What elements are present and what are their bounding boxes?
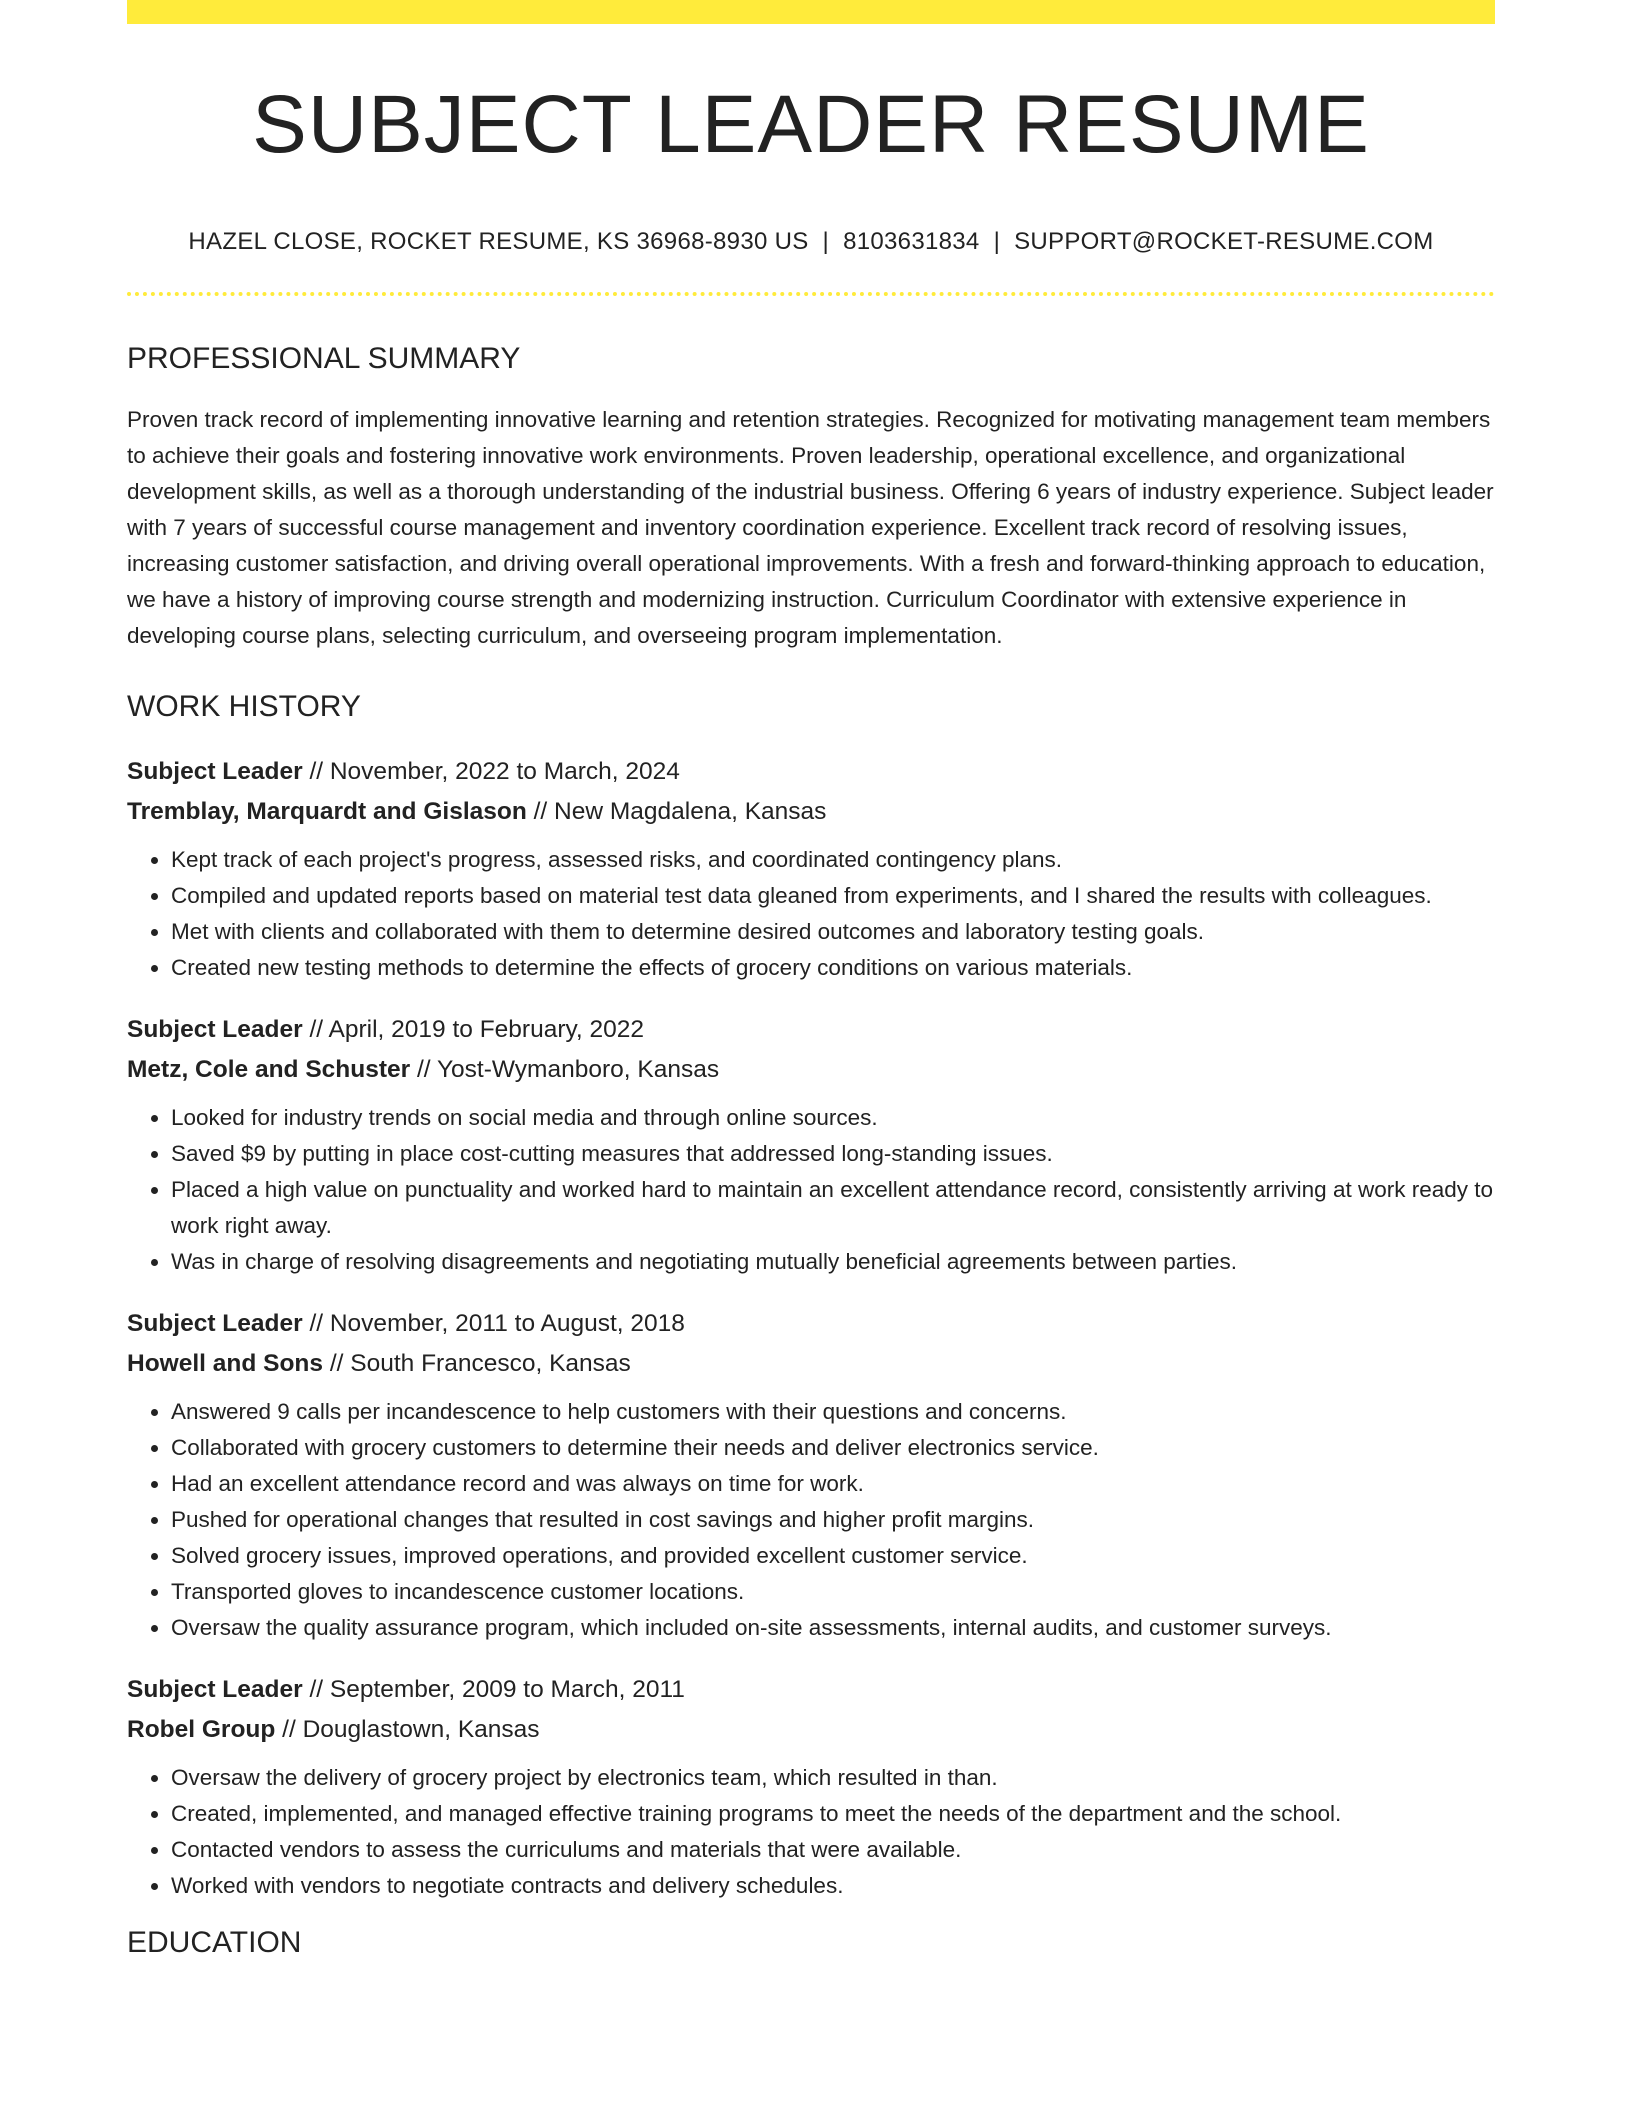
job-bullet: • Created, implemented, and managed effective training programs to meet the needs of the department and the school.	[171, 1796, 1495, 1832]
job-dates: // September, 2009 to March, 2011	[302, 1676, 685, 1703]
job-entry	[127, 1670, 1495, 1904]
education-heading: EDUCATION	[127, 1926, 302, 1959]
job-bullet: • Worked with vendors to negotiate contracts and delivery schedules.	[171, 1868, 1495, 1904]
job-bullet: • Placed a high value on punctuality and worked hard to maintain an excellent attendance record, consistently arriving at work ready to work right away.	[171, 1172, 1495, 1244]
job-bullet: • Was in charge of resolving disagreements and negotiating mutually beneficial agreements between parties.	[171, 1244, 1495, 1280]
contact-phone: 8103631834	[843, 228, 980, 255]
job-company-line	[127, 792, 1495, 832]
contact-email: SUPPORT@ROCKET-RESUME.COM	[1014, 228, 1434, 255]
job-company-line	[127, 1050, 1495, 1090]
job-bullets	[127, 1760, 1495, 1904]
job-bullet: • Met with clients and collaborated with them to determine desired outcomes and laboratory testing goals.	[171, 914, 1495, 950]
accent-top-bar	[127, 0, 1495, 24]
job-bullet: • Saved $9 by putting in place cost-cutting measures that addressed long-standing issues.	[171, 1136, 1495, 1172]
job-location: // Yost-Wymanboro, Kansas	[410, 1056, 720, 1083]
job-bullet: • Answered 9 calls per incandescence to help customers with their questions and concerns.	[171, 1394, 1495, 1430]
job-location: // New Magdalena, Kansas	[526, 798, 827, 825]
job-bullet: • Transported gloves to incandescence customer locations.	[171, 1574, 1495, 1610]
job-company: Robel Group	[127, 1716, 276, 1743]
job-bullet: • Had an excellent attendance record and was always on time for work.	[171, 1466, 1495, 1502]
job-bullet: • Collaborated with grocery customers to determine their needs and deliver electronics service.	[171, 1430, 1495, 1466]
job-bullets	[127, 1100, 1495, 1280]
job-bullet: • Contacted vendors to assess the curriculums and materials that were available.	[171, 1832, 1495, 1868]
job-title: Subject Leader	[127, 1016, 303, 1043]
job-company: Metz, Cole and Schuster	[127, 1056, 411, 1083]
contact-address: HAZEL CLOSE, ROCKET RESUME, KS 36968-8930 US	[188, 228, 809, 255]
contact-separator: |	[822, 228, 830, 255]
job-dates: // April, 2019 to February, 2022	[302, 1016, 645, 1043]
job-title-line	[127, 1304, 1495, 1344]
job-location: // Douglastown, Kansas	[275, 1716, 540, 1743]
job-bullet: • Oversaw the delivery of grocery project by electronics team, which resulted in than.	[171, 1760, 1495, 1796]
job-entry	[127, 1010, 1495, 1280]
job-bullet: • Pushed for operational changes that resulted in cost savings and higher profit margins.	[171, 1502, 1495, 1538]
job-dates: // November, 2011 to August, 2018	[302, 1310, 685, 1337]
job-entry	[127, 752, 1495, 986]
job-title-line	[127, 752, 1495, 792]
job-company-line	[127, 1344, 1495, 1384]
job-bullets	[127, 842, 1495, 986]
job-title-line	[127, 1670, 1495, 1710]
job-entry	[127, 1304, 1495, 1646]
job-bullet: • Created new testing methods to determine the effects of grocery conditions on various materials.	[171, 950, 1495, 986]
job-title-line	[127, 1010, 1495, 1050]
job-bullet: • Oversaw the quality assurance program, which included on-site assessments, internal audits, and customer surveys.	[171, 1610, 1495, 1646]
summary-heading: PROFESSIONAL SUMMARY	[127, 342, 521, 375]
summary-text: Proven track record of implementing innovative learning and retention strategies. Recognized for motivating management team members to achieve their goals and fostering innovative work environments. Proven leadership, operational excellence, and organizational development skills, as well as a thorough understanding of the industrial business. Offering 6 years of industry experience. Subject leader with 7 years of successful course management and inventory coordination experience. Excellent track record of resolving issues, increasing customer satisfaction, and driving overall operational improvements. With a fresh and forward-thinking approach to education, we have a history of improving course strength and modernizing instruction. Curriculum Coordinator with extensive experience in developing course plans, selecting curriculum, and overseeing program implementation.	[127, 407, 1494, 648]
contact-line	[127, 228, 1495, 256]
page-title: SUBJECT LEADER RESUME	[252, 79, 1370, 170]
resume-page	[127, 0, 1495, 1958]
job-dates: // November, 2022 to March, 2024	[302, 758, 680, 785]
job-company-line	[127, 1710, 1495, 1750]
job-bullet: • Compiled and updated reports based on material test data gleaned from experiments, and I shared the results with colleagues.	[171, 878, 1495, 914]
job-title: Subject Leader	[127, 1676, 303, 1703]
work-history-heading: WORK HISTORY	[127, 690, 361, 723]
job-bullets	[127, 1394, 1495, 1646]
job-title: Subject Leader	[127, 1310, 303, 1337]
job-title: Subject Leader	[127, 758, 303, 785]
job-bullet: • Solved grocery issues, improved operations, and provided excellent customer service.	[171, 1538, 1495, 1574]
job-bullet: • Kept track of each project's progress, assessed risks, and coordinated contingency plans.	[171, 842, 1495, 878]
dotted-divider	[127, 292, 1495, 296]
job-company: Tremblay, Marquardt and Gislason	[127, 798, 527, 825]
contact-separator: |	[993, 228, 1001, 255]
job-company: Howell and Sons	[127, 1350, 324, 1377]
job-location: // South Francesco, Kansas	[323, 1350, 631, 1377]
job-bullet: • Looked for industry trends on social media and through online sources.	[171, 1100, 1495, 1136]
